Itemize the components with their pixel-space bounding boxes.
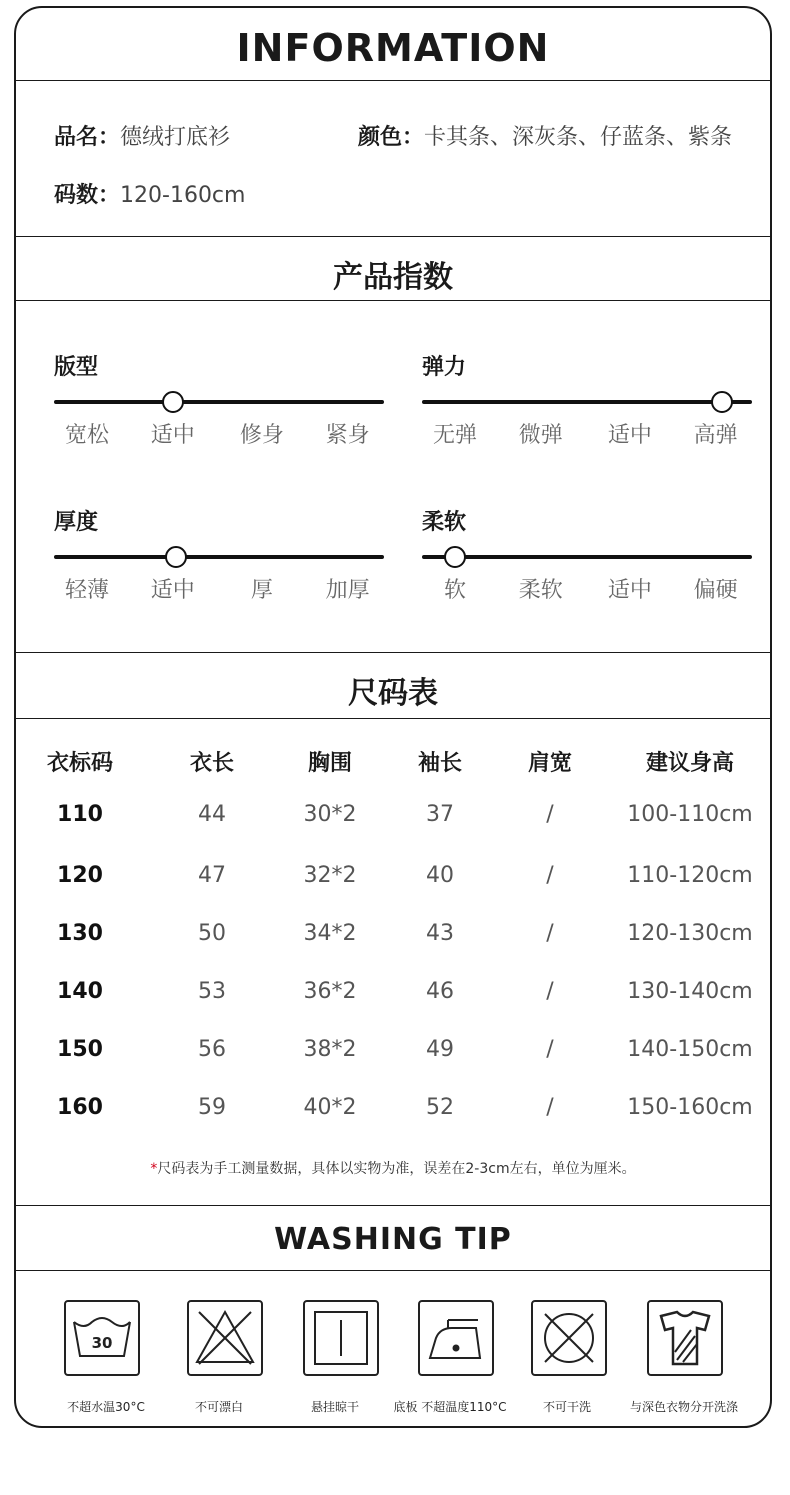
hang-dry-icon xyxy=(303,1300,383,1380)
table-header-cell: 肩宽 xyxy=(527,751,573,776)
table-row xyxy=(16,1095,770,1135)
table-cell: 130-140cm xyxy=(627,979,753,1004)
product-name-value: 德绒打底衫 xyxy=(120,125,231,150)
divider xyxy=(16,1205,770,1206)
table-header xyxy=(16,746,770,786)
table-cell: 38*2 xyxy=(303,1037,357,1062)
table-cell: 150 xyxy=(57,1037,103,1062)
iron-110-icon xyxy=(418,1300,498,1380)
wash-separately-icon xyxy=(647,1300,727,1380)
table-cell: 56 xyxy=(198,1037,226,1062)
table-cell: 100-110cm xyxy=(627,802,753,827)
table-cell: / xyxy=(546,921,554,946)
table-cell: 120 xyxy=(57,863,103,888)
slider-option: 适中 xyxy=(607,423,652,448)
table-row xyxy=(16,863,770,903)
slider-option: 宽松 xyxy=(64,423,110,448)
wash-30-icon xyxy=(64,1300,144,1380)
table-header-cell: 衣长 xyxy=(189,751,235,776)
size-note xyxy=(16,1158,770,1178)
index-section-title: 产品指数 xyxy=(333,260,453,295)
product-colors-label: 颜色： xyxy=(358,125,425,150)
table-cell: / xyxy=(546,1037,554,1062)
table-cell: / xyxy=(546,863,554,888)
table-row xyxy=(16,979,770,1019)
wash-label: 不可干洗 xyxy=(542,1400,592,1414)
table-cell: 110 xyxy=(57,802,103,827)
slider-option: 柔软 xyxy=(518,578,563,603)
table-cell: 140-150cm xyxy=(627,1037,753,1062)
divider xyxy=(16,652,770,653)
table-row xyxy=(16,921,770,961)
slider-option: 修身 xyxy=(239,423,284,448)
slider-knob xyxy=(165,546,187,568)
slider-label: 弹力 xyxy=(422,355,467,380)
table-cell: 40*2 xyxy=(303,1095,357,1120)
table-cell: / xyxy=(546,979,554,1004)
product-colors-value: 卡其条、深灰条、仔蓝条、紫条 xyxy=(424,125,733,150)
table-cell: 32*2 xyxy=(303,863,357,888)
slider-track xyxy=(54,555,384,559)
no-dry-clean-icon xyxy=(531,1300,611,1380)
slider-option: 适中 xyxy=(150,578,195,603)
slider-elasticity xyxy=(422,355,752,480)
header-title: INFORMATION xyxy=(236,26,550,70)
table-cell: 30*2 xyxy=(303,802,357,827)
wash-label: 不超水温30°C xyxy=(67,1400,145,1414)
divider xyxy=(16,718,770,719)
table-cell: 40 xyxy=(426,863,454,888)
washing-title: WASHING TIP xyxy=(274,1222,512,1257)
table-cell: / xyxy=(546,1095,554,1120)
table-header-cell: 胸围 xyxy=(307,751,353,776)
table-cell: 36*2 xyxy=(303,979,357,1004)
table-header-cell: 衣标码 xyxy=(46,751,114,776)
slider-option: 无弹 xyxy=(432,423,478,448)
divider xyxy=(16,300,770,301)
slider-knob xyxy=(711,391,733,413)
table-cell: 52 xyxy=(426,1095,454,1120)
wash-label: 与深色衣物分开洗涤 xyxy=(629,1400,739,1414)
product-sizes xyxy=(54,178,245,209)
slider-track xyxy=(422,400,752,404)
slider-track xyxy=(54,400,384,404)
slider-thickness xyxy=(54,510,384,635)
wash-label: 悬挂晾干 xyxy=(310,1400,360,1414)
table-cell: 150-160cm xyxy=(627,1095,753,1120)
product-colors xyxy=(358,120,732,151)
divider xyxy=(16,80,770,81)
table-row xyxy=(16,1037,770,1077)
slider-option: 轻薄 xyxy=(64,578,110,603)
slider-knob xyxy=(444,546,466,568)
table-cell: 110-120cm xyxy=(627,863,753,888)
slider-option: 适中 xyxy=(607,578,652,603)
slider-option: 加厚 xyxy=(325,578,370,603)
wash-label: 不可漂白 xyxy=(194,1400,244,1414)
table-cell: / xyxy=(546,802,554,827)
product-sizes-label: 码数： xyxy=(54,183,121,208)
product-name-label: 品名： xyxy=(54,125,121,150)
slider-option: 厚 xyxy=(250,578,273,603)
product-name xyxy=(54,120,230,151)
divider xyxy=(16,236,770,237)
table-cell: 53 xyxy=(198,979,226,1004)
slider-knob xyxy=(162,391,184,413)
divider xyxy=(16,1270,770,1271)
table-cell: 59 xyxy=(198,1095,226,1120)
table-cell: 49 xyxy=(426,1037,454,1062)
table-cell: 140 xyxy=(57,979,103,1004)
slider-softness xyxy=(422,510,752,635)
slider-label: 柔软 xyxy=(422,510,467,535)
wash-temp: 30 xyxy=(91,1334,113,1352)
info-card xyxy=(14,6,772,1428)
slider-option: 适中 xyxy=(150,423,195,448)
slider-option: 微弹 xyxy=(518,423,563,448)
slider-option: 偏硬 xyxy=(693,578,738,603)
slider-option: 高弹 xyxy=(693,423,738,448)
note-star: * xyxy=(150,1161,158,1177)
product-sizes-value: 120-160cm xyxy=(120,183,246,208)
table-cell: 46 xyxy=(426,979,454,1004)
slider-track xyxy=(422,555,752,559)
table-cell: 50 xyxy=(198,921,226,946)
table-row xyxy=(16,802,770,842)
table-cell: 43 xyxy=(426,921,454,946)
table-cell: 34*2 xyxy=(303,921,357,946)
size-table-title: 尺码表 xyxy=(348,676,438,711)
slider-option: 紧身 xyxy=(325,423,370,448)
table-header-cell: 建议身高 xyxy=(645,751,735,776)
slider-label: 厚度 xyxy=(54,510,99,535)
table-cell: 120-130cm xyxy=(627,921,753,946)
table-cell: 37 xyxy=(426,802,454,827)
table-cell: 130 xyxy=(57,921,103,946)
table-cell: 160 xyxy=(57,1095,103,1120)
table-header-cell: 袖长 xyxy=(417,751,463,776)
slider-fit xyxy=(54,355,384,480)
note-text: 尺码表为手工测量数据，具体以实物为准，误差在2-3cm左右，单位为厘米。 xyxy=(157,1161,636,1177)
no-bleach-icon xyxy=(187,1300,267,1380)
slider-label: 版型 xyxy=(54,355,99,380)
table-cell: 44 xyxy=(198,802,226,827)
table-cell: 47 xyxy=(198,863,226,888)
wash-label: 底板 不超温度110°C xyxy=(393,1400,507,1414)
slider-option: 软 xyxy=(443,578,467,603)
